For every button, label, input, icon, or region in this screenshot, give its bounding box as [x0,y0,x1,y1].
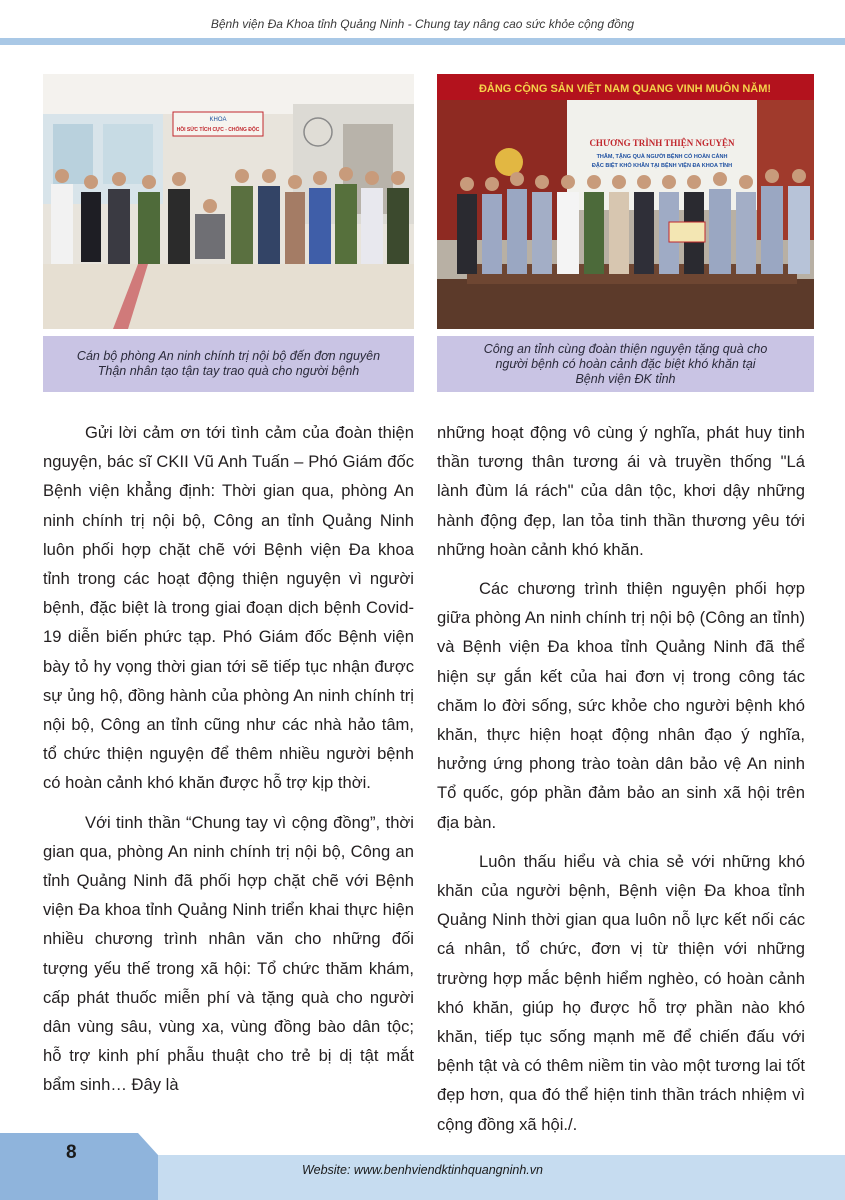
banner-slogan: ĐẢNG CỘNG SẢN VIỆT NAM QUANG VINH MUÔN NĂM! [478,83,772,95]
header-rule [0,38,845,45]
article-paragraph: Các chương trình thiện nguyện phối hợp giữa phòng An ninh chính trị nội bộ (Công an tỉnh) và Bệnh viện Đa khoa tỉnh Quảng Ninh đã thể hiện sự gắn kết của hai đơn vị trong công tác chăm lo đời sống, sức khỏe cho người bệnh khó khăn, thực hiện hoạt động nhân đạo ý nghĩa, hưởng ứng phong trào toàn dân bảo vệ An ninh Tổ quốc, góp phần đảm bảo an sinh xã hội trên địa bàn. [437,579,805,832]
caption-right-line-1: Công an tỉnh cùng đoàn thiện nguyện tặng quà cho [483,341,768,356]
caption-left-line-1: Cán bộ phòng An ninh chính trị nội bộ đến đơn nguyên [76,349,381,363]
caption-right-line-2: người bệnh có hoàn cảnh đặc biệt khó khăn tại [495,356,756,371]
article-paragraph: Gửi lời cảm ơn tới tình cảm của đoàn thiện nguyện, bác sĩ CKII Vũ Anh Tuấn – Phó Giám đốc Bệnh viện khẳng định: Thời gian qua, phòng An ninh chính trị nội bộ, Công an tỉnh Quảng Ninh luôn phối hợp chặt chẽ với Bệnh viện Đa khoa tỉnh trong các hoạt động thiện nguyện vì người bệnh, đặc biệt là trong giai đoạn dịch bệnh Covid-19 diễn biến phức tạp. Phó Giám đốc Bệnh viện bày tỏ hy vọng thời gian tới sẽ tiếp tục nhận được sự ủng hộ, đồng hành của phòng An ninh chính trị nội bộ, Công an tỉnh cũng như các nhà hảo tâm, tổ chức thiện nguyện để thêm nhiều người bệnh có hoàn cảnh khó khăn được hỗ trợ kịp thời. [43,423,414,793]
photo-illustration-left [43,74,414,329]
photo-caption-left [43,336,414,392]
board-line-2: ĐẶC BIỆT KHÓ KHĂN TẠI BỆNH VIỆN ĐA KHOA TỈNH [591,163,733,169]
board-line-1: THĂM, TẶNG QUÀ NGƯỜI BỆNH CÓ HOÀN CẢNH [596,154,728,160]
photo-visit-dialysis-unit [43,74,414,329]
photo-illustration-right [437,74,814,329]
article-paragraph: Luôn thấu hiểu và chia sẻ với những khó khăn của người bệnh, Bệnh viện Đa khoa tỉnh Quảng Ninh thời gian qua luôn nỗ lực kết nối các cá nhân, tổ chức, đơn vị từ thiện với những trường hợp mắc bệnh hiểm nghèo, có hoàn cảnh khó khăn, giúp họ được hỗ trợ phần nào khó khăn, tiếp tục sống mạnh mẽ để chiến đấu với bệnh tật và có thêm niềm tin vào một tương lai tốt đẹp hơn, qua đó thể hiện tinh thần trách nhiệm vì cộng đồng xã hội./. [437,851,805,1134]
footer-website: Website: www.benhviendktinhquangninh.vn [302,1163,543,1177]
page-number: 8 [66,1142,77,1163]
sign-icu: HỒI SỨC TÍCH CỰC - CHỐNG ĐỘC [176,127,260,133]
photo-gift-ceremony [437,74,814,329]
photo-caption-right [437,336,814,392]
caption-right-line-3: Bệnh viện ĐK tỉnh [575,371,676,386]
caption-left-line-2: Thận nhân tạo tận tay trao quà cho người bệnh [97,364,360,378]
article-paragraph: Với tinh thần “Chung tay vì cộng đồng”, thời gian qua, phòng An ninh chính trị nội bộ, Công an tỉnh Quảng Ninh đã phối hợp chặt chẽ với Bệnh viện Đa khoa tỉnh Quảng Ninh triển khai thực hiện nhiều chương trình nhân văn cho những đối tượng yếu thế trong xã hội: Tổ chức thăm khám, cấp phát thuốc miễn phí và tặng quà cho người dân vùng sâu, vùng xa, vùng đồng bào dân tộc; hỗ trợ kinh phí phẫu thuật cho trẻ bị dị tật mắt bẩm sinh… Đây là [43,812,414,1095]
board-title: CHƯƠNG TRÌNH THIỆN NGUYỆN [589,138,735,148]
article-column-right [437,418,805,1149]
article-column-left [43,418,414,1110]
running-header: Bệnh viện Đa Khoa tỉnh Quảng Ninh - Chung tay nâng cao sức khỏe cộng đồng [210,17,635,31]
article-paragraph-continued: những hoạt động vô cùng ý nghĩa, phát huy tinh thần tương thân tương ái và truyền thống "Lá lành đùm lá rách" của dân tộc, khơi dậy những hành động đẹp, lan tỏa tinh thần thương yêu tới những hoàn cảnh khó khăn. [437,423,805,559]
sign-khoa: KHOA [209,117,227,123]
